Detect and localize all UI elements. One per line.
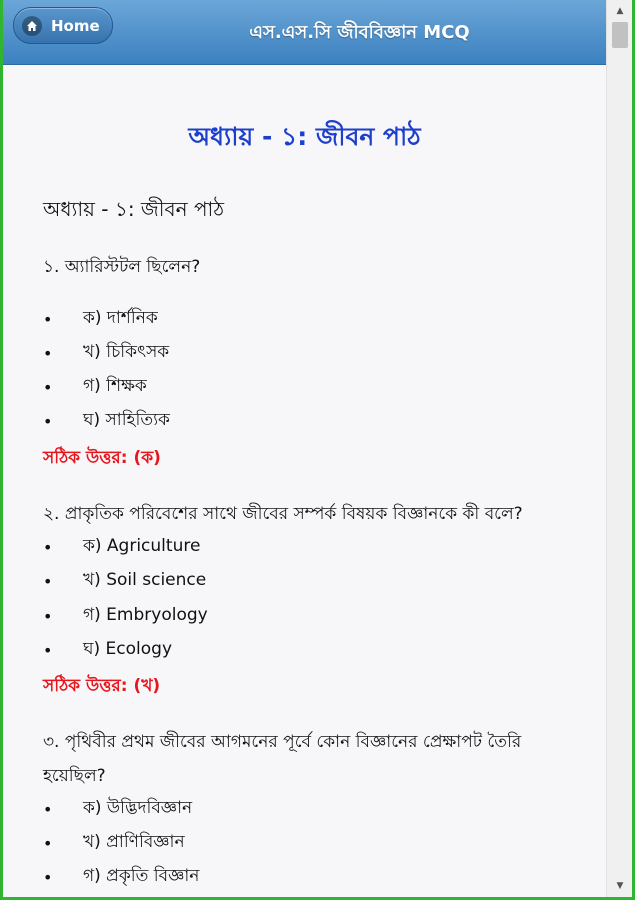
answer-q2: সঠিক উত্তর: (খ) <box>43 676 161 696</box>
app-window <box>3 0 632 897</box>
bullet-icon: • <box>43 640 53 660</box>
page-heading: অধ্যায় - ১: জীবন পাঠ <box>188 122 421 151</box>
vertical-scrollbar[interactable] <box>606 0 632 897</box>
header-bar <box>3 0 606 65</box>
option-q2-d <box>43 636 583 664</box>
question-1: ১. অ্যারিস্টটল ছিলেন? <box>43 257 201 277</box>
option-label: ঘ) সাহিত্যিক <box>83 410 170 430</box>
home-label: Home <box>51 16 100 35</box>
option-label: খ) প্রাণিবিজ্ঞান <box>83 832 185 852</box>
option-q3-a <box>43 795 583 823</box>
bullet-icon: • <box>43 799 53 819</box>
option-q3-c <box>43 863 583 891</box>
bullet-icon: • <box>43 343 53 363</box>
option-q1-c <box>43 373 583 401</box>
option-label: গ) Embryology <box>83 605 208 625</box>
option-label: ক) উদ্ভিদবিজ্ঞান <box>83 798 193 818</box>
home-icon <box>22 16 42 36</box>
bullet-icon: • <box>43 606 53 626</box>
option-label: ঘ) Ecology <box>83 639 173 659</box>
option-label: ক) দার্শনিক <box>83 308 158 328</box>
question-3: ৩. পৃথিবীর প্রথম জীবের আগমনের পূর্বে কোন বিজ্ঞানের প্রেক্ষাপট তৈরি হয়েছিল? <box>43 732 522 786</box>
option-q1-b <box>43 339 583 367</box>
content-area <box>3 65 606 897</box>
bullet-icon: • <box>43 833 53 853</box>
app-title: এস.এস.সি জীববিজ্ঞান MCQ <box>249 22 470 43</box>
option-label: ক) Agriculture <box>83 536 201 556</box>
scroll-thumb[interactable] <box>612 22 628 48</box>
option-q3-b <box>43 829 583 857</box>
option-label: খ) Soil science <box>83 570 207 590</box>
option-q1-d <box>43 407 583 435</box>
option-label: খ) চিকিৎসক <box>83 342 170 362</box>
scroll-down-arrow-icon[interactable]: ▼ <box>616 881 624 891</box>
home-button[interactable] <box>13 7 113 44</box>
option-label: গ) প্রকৃতি বিজ্ঞান <box>83 866 200 886</box>
answer-q1: সঠিক উত্তর: (ক) <box>43 448 161 468</box>
option-q2-a <box>43 533 583 561</box>
bullet-icon: • <box>43 377 53 397</box>
option-q2-c <box>43 602 583 630</box>
scroll-up-arrow-icon[interactable]: ▲ <box>616 6 624 16</box>
question-2: ২. প্রাকৃতিক পরিবেশের সাথে জীবের সম্পর্ক বিষয়ক বিজ্ঞানকে কী বলে? <box>43 504 523 524</box>
bullet-icon: • <box>43 571 53 591</box>
bullet-icon: • <box>43 537 53 557</box>
option-q1-a <box>43 305 583 333</box>
chapter-subheading: অধ্যায় - ১: জীবন পাঠ <box>43 197 225 221</box>
bullet-icon: • <box>43 411 53 431</box>
option-q2-b <box>43 567 583 595</box>
bullet-icon: • <box>43 867 53 887</box>
option-label: গ) শিক্ষক <box>83 376 147 396</box>
bullet-icon: • <box>43 309 53 329</box>
